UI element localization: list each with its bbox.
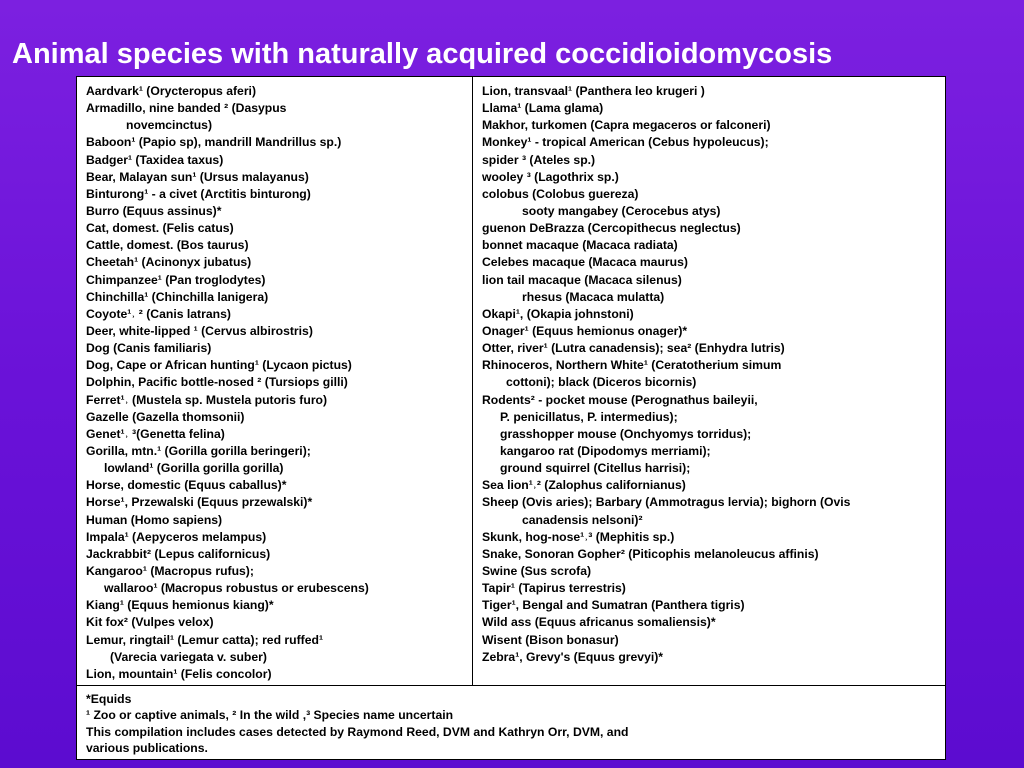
species-entry: grasshopper mouse (Onchyomys torridus); bbox=[500, 426, 752, 441]
footnote-line: various publications. bbox=[86, 740, 208, 755]
species-entry: Kiang¹ (Equus hemionus kiang)* bbox=[86, 598, 274, 613]
species-entry: ground squirrel (Citellus harrisi); bbox=[500, 461, 691, 476]
species-entry: Swine (Sus scrofa) bbox=[482, 563, 592, 578]
species-entry: P. penicillatus, P. intermedius); bbox=[500, 409, 678, 424]
species-entry: Burro (Equus assinus)* bbox=[86, 203, 222, 218]
species-entry: guenon DeBrazza (Cercopithecus neglectus) bbox=[482, 221, 741, 236]
species-entry: Horse, domestic (Equus caballus)* bbox=[86, 478, 287, 493]
species-entry: Gorilla, mtn.¹ (Gorilla gorilla beringeri); bbox=[86, 443, 311, 458]
species-entry: Wisent (Bison bonasur) bbox=[482, 632, 619, 647]
species-entry: rhesus (Macaca mulatta) bbox=[522, 289, 665, 304]
species-entry: Monkey¹ - tropical American (Cebus hypoleucus); bbox=[482, 135, 769, 150]
species-entry: Zebra¹, Grevy's (Equus grevyi)* bbox=[482, 649, 664, 664]
species-entry: Dolphin, Pacific bottle-nosed ² (Tursiops gilli) bbox=[86, 375, 348, 390]
slide-title: Animal species with naturally acquired coccidioidomycosis bbox=[12, 38, 833, 70]
species-entry: Human (Homo sapiens) bbox=[86, 512, 223, 527]
species-entry: Deer, white-lipped ¹ (Cervus albirostris) bbox=[86, 323, 313, 338]
species-entry: Jackrabbit² (Lepus californicus) bbox=[86, 546, 271, 561]
species-entry: Skunk, hog-nose¹˒³ (Mephitis sp.) bbox=[482, 529, 675, 544]
species-table bbox=[77, 77, 945, 685]
species-entry: (Varecia variegata v. suber) bbox=[110, 649, 267, 664]
species-entry: Llama¹ (Lama glama) bbox=[482, 101, 604, 116]
species-entry: Kit fox² (Vulpes velox) bbox=[86, 615, 214, 630]
species-entry: canadensis nelsoni)² bbox=[522, 512, 643, 527]
species-entry: Horse¹, Przewalski (Equus przewalski)* bbox=[86, 495, 313, 510]
right-species-list bbox=[473, 77, 945, 666]
species-entry: Baboon¹ (Papio sp), mandrill Mandrillus sp.) bbox=[86, 135, 342, 150]
species-entry: Lemur, ringtail¹ (Lemur catta); red ruffed¹ bbox=[86, 632, 324, 647]
species-entry: lowland¹ (Gorilla gorilla gorilla) bbox=[104, 461, 284, 476]
species-entry: bonnet macaque (Macaca radiata) bbox=[482, 238, 678, 253]
species-entry: Tapir¹ (Tapirus terrestris) bbox=[482, 581, 626, 596]
species-entry: Rodents² - pocket mouse (Perognathus baileyii, bbox=[482, 392, 758, 407]
species-entry: Sheep (Ovis aries); Barbary (Ammotragus lervia); bighorn (Ovis bbox=[482, 495, 851, 510]
species-entry: Binturong¹ - a civet (Arctitis binturong) bbox=[86, 186, 311, 201]
species-entry: Snake, Sonoran Gopher² (Piticophis melanoleucus affinis) bbox=[482, 546, 819, 561]
species-entry: wooley ³ (Lagothrix sp.) bbox=[482, 169, 619, 184]
right-column bbox=[473, 77, 945, 685]
left-species-list bbox=[77, 77, 472, 683]
species-entry: Okapi¹, (Okapia johnstoni) bbox=[482, 306, 634, 321]
species-entry: Aardvark¹ (Orycteropus aferi) bbox=[86, 84, 257, 98]
species-entry: spider ³ (Ateles sp.) bbox=[482, 152, 596, 167]
species-entry: colobus (Colobus guereza) bbox=[482, 186, 639, 201]
footnote-line: *Equids bbox=[86, 692, 132, 706]
species-entry: Sea lion¹˒² (Zalophus californianus) bbox=[482, 478, 686, 493]
species-entry: Gazelle (Gazella thomsonii) bbox=[86, 409, 245, 424]
species-entry: Wild ass (Equus africanus somaliensis)* bbox=[482, 615, 716, 630]
left-column bbox=[77, 77, 473, 685]
species-entry: Cheetah¹ (Acinonyx jubatus) bbox=[86, 255, 252, 270]
species-entry: Impala¹ (Aepyceros melampus) bbox=[86, 529, 267, 544]
footnote-line: This compilation includes cases detected by Raymond Reed, DVM and Kathryn Orr, DVM, and bbox=[86, 724, 629, 739]
footnotes bbox=[77, 685, 945, 759]
species-entry: Coyote¹˒ ² (Canis latrans) bbox=[86, 306, 231, 321]
species-entry: Rhinoceros, Northern White¹ (Ceratotherium simum bbox=[482, 358, 782, 373]
species-entry: Tiger¹, Bengal and Sumatran (Panthera tigris) bbox=[482, 598, 745, 613]
species-entry: cottoni); black (Diceros bicornis) bbox=[506, 375, 697, 390]
species-table-card bbox=[76, 76, 946, 760]
species-entry: Genet¹˒ ³(Genetta felina) bbox=[86, 426, 225, 441]
species-entry: wallaroo¹ (Macropus robustus or erubescens) bbox=[104, 581, 369, 596]
species-entry: Onager¹ (Equus hemionus onager)* bbox=[482, 323, 688, 338]
species-entry: Kangaroo¹ (Macropus rufus); bbox=[86, 563, 254, 578]
species-entry: Chimpanzee¹ (Pan troglodytes) bbox=[86, 272, 266, 287]
species-entry: sooty mangabey (Cerocebus atys) bbox=[522, 203, 721, 218]
species-entry: Lion, mountain¹ (Felis concolor) bbox=[86, 666, 272, 681]
species-entry: Chinchilla¹ (Chinchilla lanigera) bbox=[86, 289, 269, 304]
footnote-line: ¹ Zoo or captive animals, ² In the wild ,³ Species name uncertain bbox=[86, 708, 454, 723]
species-entry: Badger¹ (Taxidea taxus) bbox=[86, 152, 224, 167]
species-entry: novemcinctus) bbox=[126, 118, 213, 133]
species-entry: kangaroo rat (Dipodomys merriami); bbox=[500, 443, 711, 458]
species-entry: Bear, Malayan sun¹ (Ursus malayanus) bbox=[86, 169, 309, 184]
species-entry: Dog, Cape or African hunting¹ (Lycaon pictus) bbox=[86, 358, 352, 373]
species-entry: lion tail macaque (Macaca silenus) bbox=[482, 272, 682, 287]
species-entry: Dog (Canis familiaris) bbox=[86, 341, 212, 356]
species-entry: Celebes macaque (Macaca maurus) bbox=[482, 255, 688, 270]
species-entry: Cattle, domest. (Bos taurus) bbox=[86, 238, 249, 253]
species-entry: Otter, river¹ (Lutra canadensis); sea² (Enhydra lutris) bbox=[482, 341, 785, 356]
species-entry: Makhor, turkomen (Capra megaceros or falconeri) bbox=[482, 118, 771, 133]
species-entry: Lion, transvaal¹ (Panthera leo krugeri ) bbox=[482, 84, 705, 98]
species-entry: Armadillo, nine banded ² (Dasypus bbox=[86, 101, 287, 116]
species-entry: Cat, domest. (Felis catus) bbox=[86, 221, 234, 236]
species-entry: Ferret¹˒ (Mustela sp. Mustela putoris furo) bbox=[86, 392, 328, 407]
